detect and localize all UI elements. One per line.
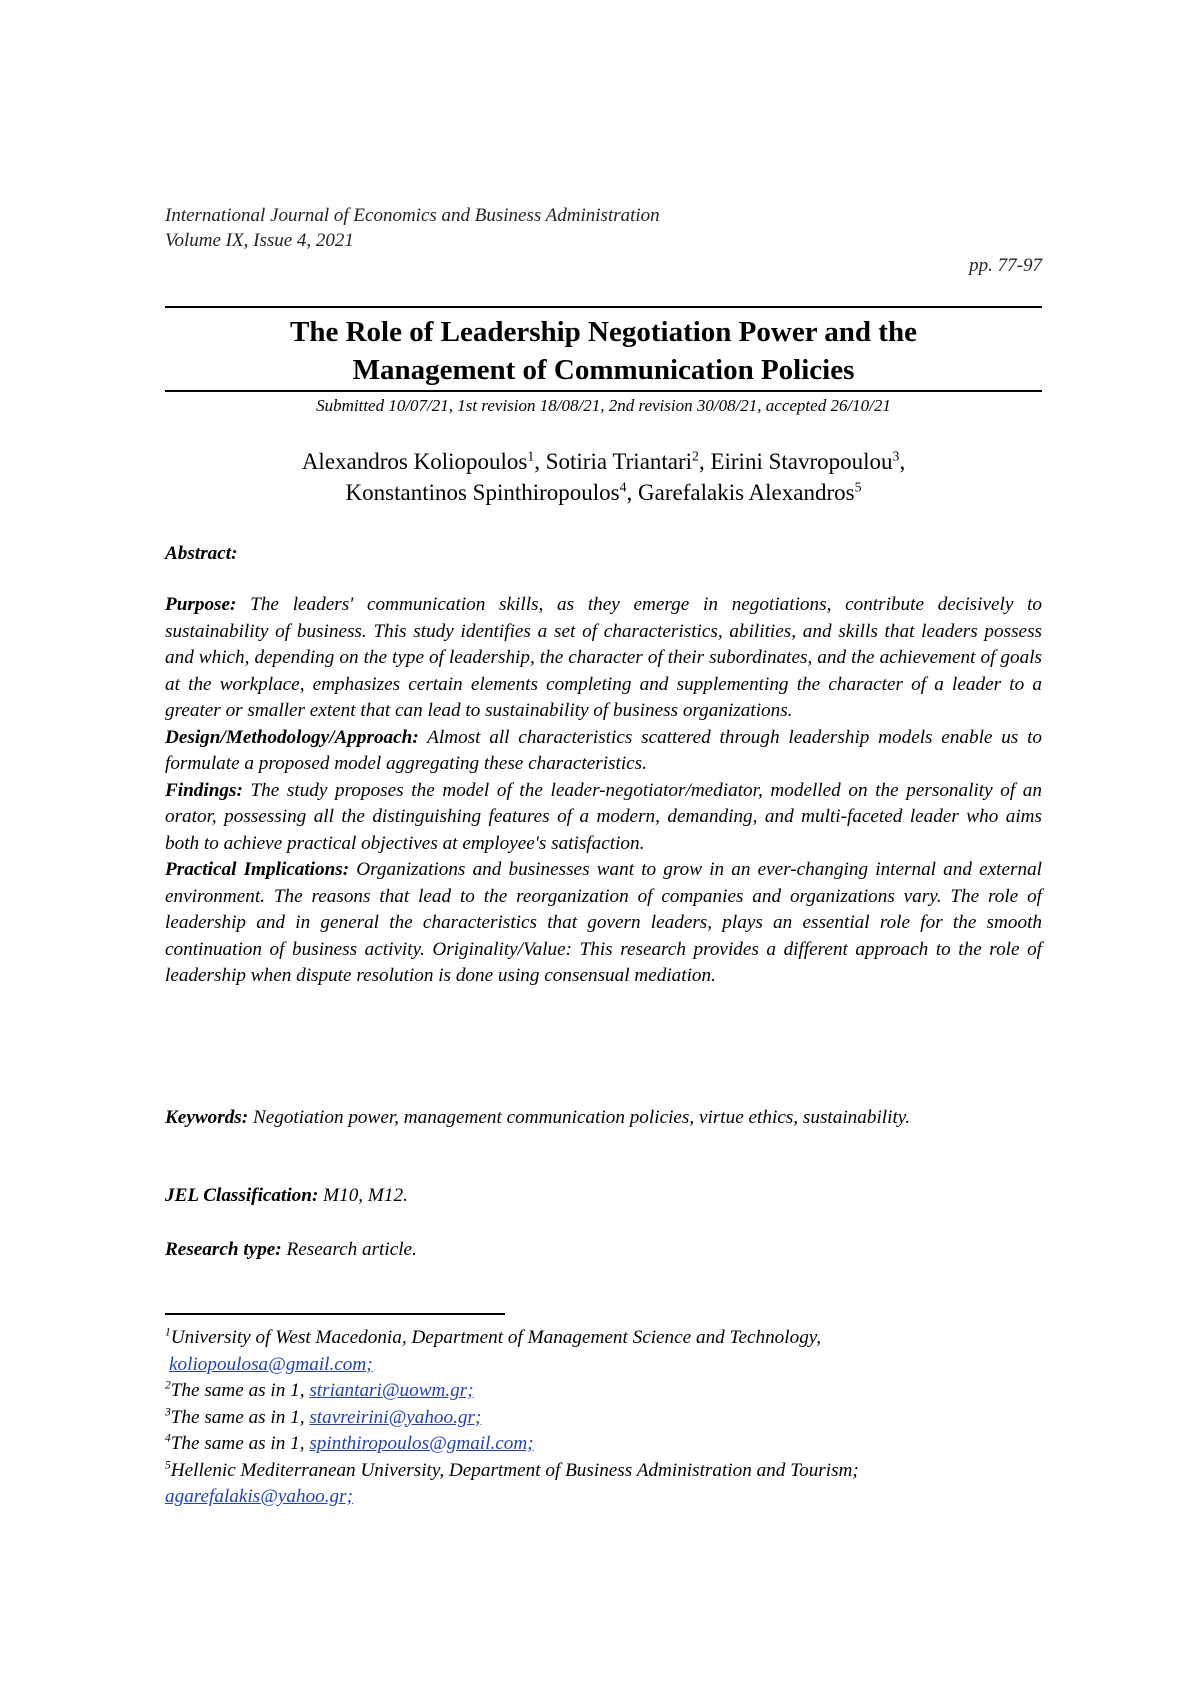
title-top-rule [165, 306, 1042, 308]
keywords-label: Keywords: [165, 1107, 249, 1128]
author-name: Sotiria Triantari [545, 449, 693, 474]
keywords-block [165, 1105, 1042, 1132]
author-line-2 [165, 477, 1042, 508]
design-label: Design/Methodology/Approach: [165, 726, 419, 748]
page-range: pp. 77-97 [969, 255, 1042, 276]
journal-volume: Volume IX, Issue 4, 2021 [165, 230, 354, 251]
footnote-text: The same as in 1, [170, 1433, 310, 1454]
author-name: Alexandros Koliopoulos [301, 449, 528, 474]
abstract-label: Abstract: [165, 543, 238, 564]
footnote-text: Hellenic Mediterranean University, Department of Business Administration and Tourism; [170, 1459, 859, 1481]
footnote-mark: 5 [165, 1459, 171, 1472]
practical-label: Practical Implications: [165, 859, 350, 880]
purpose-label: Purpose: [165, 594, 237, 615]
footnote-email-link[interactable]: striantari@uowm.gr; [309, 1380, 474, 1401]
design-text: Almost all characteristics scattered through leadership models enable us to formulate a proposed model aggregating these characteristics. [165, 726, 1043, 774]
footnote-email-link[interactable]: koliopoulosa@gmail.com; [169, 1353, 373, 1375]
title-line-2: Management of Communication Policies [352, 354, 855, 386]
author-affiliation-mark: 2 [692, 448, 699, 464]
footnote-4 [165, 1431, 1042, 1458]
footnote-5 [165, 1458, 1042, 1485]
footnote-1-email-line [165, 1352, 1042, 1379]
research-type-block [165, 1237, 1042, 1264]
author-name: Konstantinos Spinthiropoulos [345, 480, 620, 505]
journal-name: International Journal of Economics and Business Administration [165, 205, 660, 226]
design-paragraph [165, 725, 1042, 778]
footnote-text: The same as in 1, [170, 1380, 310, 1401]
author-affiliation-mark: 5 [854, 479, 862, 495]
author-affiliation-mark: 1 [527, 448, 535, 464]
footnote-mark: 2 [165, 1379, 171, 1392]
abstract-body [165, 592, 1042, 990]
title-bottom-rule [165, 390, 1042, 392]
keywords-text: Negotiation power, management communication policies, virtue ethics, sustainability. [252, 1107, 911, 1128]
findings-text: The study proposes the model of the leader-negotiator/mediator, modelled on the personality of an orator, possessing all the distinguishing features of a modern, demanding, and multi-faceted leader who aims both to achieve practical objectives at employee's satisfaction. [165, 779, 1042, 854]
footnote-1 [165, 1325, 1042, 1352]
footnote-5-email-line [165, 1484, 1042, 1511]
purpose-text: The leaders' communication skills, as they emerge in negotiations, contribute decisively to sustainability of business. This study identifies a set of characteristics, abilities, and skills that leaders possess and which, depending on the type of leadership, the character of their subordinates, and the achievement of goals at the workplace, emphasizes certain elements completing and supplementing the character of a leader to a greater or smaller extent that can lead to sustainability of business organizations. [165, 594, 1043, 721]
author-name: Garefalakis Alexandros [638, 480, 855, 505]
research-type-text: Research article. [286, 1239, 417, 1260]
jel-block [165, 1183, 1042, 1210]
title-line-1: The Role of Leadership Negotiation Power and the [290, 316, 917, 348]
practical-text: Organizations and businesses want to grow in an ever-changing internal and external environment. The reasons that lead to the reorganization of companies and organizations vary. The role of leadership and in general the characteristics that govern leaders, plays an essential role for the smooth continuation of business activity. Originality/Value: This research provides a different approach to the role of leadership when dispute resolution is done using consensual mediation. [165, 859, 1042, 986]
footnote-text: University of West Macedonia, Department of Management Science and Technology, [170, 1327, 822, 1348]
author-affiliation-mark: 3 [892, 448, 900, 464]
footnote-mark: 3 [165, 1406, 171, 1419]
footnote-text: The same as in 1, [170, 1406, 310, 1428]
footnotes [165, 1325, 1042, 1511]
footnote-email-link[interactable]: stavreirini@yahoo.gr; [309, 1406, 482, 1428]
footnote-separator [165, 1313, 505, 1315]
footnote-email-link[interactable]: agarefalakis@yahoo.gr; [165, 1486, 354, 1507]
journal-header [165, 203, 660, 253]
author-affiliation-mark: 4 [619, 479, 627, 495]
author-name: Eirini Stavropoulou [710, 449, 893, 474]
footnote-3 [165, 1405, 1042, 1432]
author-separator: , [626, 480, 639, 505]
findings-label: Findings: [165, 779, 243, 801]
author-line-1 [165, 446, 1042, 477]
author-separator: , [899, 449, 906, 474]
purpose-paragraph [165, 592, 1042, 725]
jel-text: M10, M12. [323, 1185, 408, 1206]
author-list [165, 446, 1042, 508]
footnote-mark: 4 [165, 1432, 171, 1445]
paper-title [165, 313, 1042, 389]
research-type-label: Research type: [165, 1239, 282, 1260]
findings-paragraph [165, 778, 1042, 858]
footnote-email-link[interactable]: spinthiropoulos@gmail.com; [309, 1433, 534, 1454]
footnote-mark: 1 [165, 1326, 171, 1339]
practical-paragraph [165, 857, 1042, 990]
abstract-heading [165, 541, 1042, 568]
footnote-2 [165, 1378, 1042, 1405]
author-separator: , [698, 449, 711, 474]
jel-label: JEL Classification: [165, 1185, 319, 1206]
submission-dates: Submitted 10/07/21, 1st revision 18/08/21, 2nd revision 30/08/21, accepted 26/10/21 [316, 396, 891, 415]
author-separator: , [534, 449, 546, 474]
